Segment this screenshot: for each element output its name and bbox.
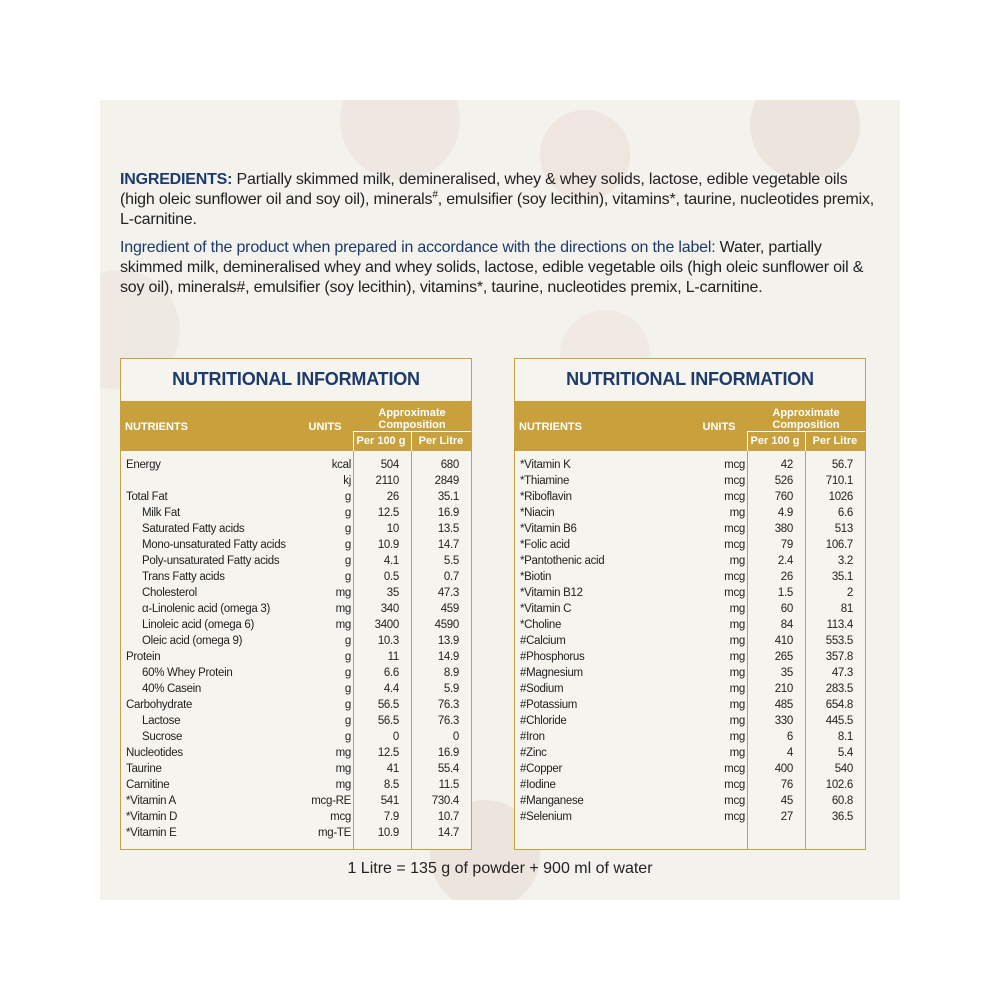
header-perlitre: Per Litre xyxy=(812,435,858,447)
perlitre-cell: 513 xyxy=(834,523,853,535)
unit-cell: mcg xyxy=(724,523,745,535)
perlitre-cell: 81 xyxy=(840,603,853,615)
per100-cell: 41 xyxy=(386,763,399,775)
table-row xyxy=(515,601,865,617)
perlitre-cell: 35.1 xyxy=(437,491,459,503)
per100-cell: 526 xyxy=(774,475,793,487)
per100-cell: 4.1 xyxy=(383,555,399,567)
per100-cell: 35 xyxy=(386,587,399,599)
unit-cell: g xyxy=(344,555,351,567)
perlitre-cell: 8.1 xyxy=(837,731,853,743)
perlitre-cell: 4590 xyxy=(434,619,459,631)
table-rows xyxy=(121,457,471,841)
unit-cell: g xyxy=(344,651,351,663)
table-row xyxy=(121,729,471,745)
perlitre-cell: 76.3 xyxy=(437,715,459,727)
perlitre-cell: 76.3 xyxy=(437,699,459,711)
unit-cell: mg xyxy=(729,507,745,519)
unit-cell: g xyxy=(344,715,351,727)
table-row xyxy=(121,457,471,473)
nutrient-name: *Niacin xyxy=(520,507,555,519)
per100-cell: 56.5 xyxy=(377,699,399,711)
table-title: NUTRITIONAL INFORMATION xyxy=(566,369,814,389)
per100-cell: 45 xyxy=(780,795,793,807)
nutrient-name: Milk Fat xyxy=(142,507,180,519)
header-perlitre: Per Litre xyxy=(418,435,464,447)
prepared-text: Water, partially skimmed milk, demineralised whey and whey solids, lactose, edible vegetable oils (high oleic sunflower oil & soy oil), minerals#, emulsifier (soy lecithin), vitamins*, taurine, nucleotides premix, L-carnitine. xyxy=(120,239,864,296)
per100-cell: 4.9 xyxy=(777,507,793,519)
nutrient-name: Lactose xyxy=(142,715,181,727)
perlitre-cell: 5.9 xyxy=(443,683,459,695)
nutrition-table-right xyxy=(514,358,866,850)
nutrient-name: #Calcium xyxy=(520,635,566,647)
table-row xyxy=(515,617,865,633)
table-row xyxy=(515,521,865,537)
per100-cell: 380 xyxy=(774,523,793,535)
ingredients-label: INGREDIENTS: xyxy=(120,171,233,188)
perlitre-cell: 5.4 xyxy=(837,747,853,759)
nutrition-table-left xyxy=(120,358,472,850)
per100-cell: 3400 xyxy=(374,619,399,631)
per100-cell: 56.5 xyxy=(377,715,399,727)
label-panel xyxy=(100,100,900,900)
per100-cell: 485 xyxy=(774,699,793,711)
header-nutrients: NUTRIENTS xyxy=(125,421,188,433)
ingredients-text-b: , emulsifier (soy lecithin), vitamins*, taurine, nucleotides premix, L-carnitine. xyxy=(120,191,875,228)
unit-cell: mg xyxy=(729,699,745,711)
header-units: UNITS xyxy=(702,421,736,433)
table-header xyxy=(121,401,471,451)
table-row xyxy=(515,633,865,649)
perlitre-cell: 3.2 xyxy=(837,555,853,567)
perlitre-cell: 16.9 xyxy=(437,507,459,519)
nutrient-name: Carnitine xyxy=(126,779,170,791)
header-divider xyxy=(747,431,865,432)
perlitre-cell: 553.5 xyxy=(825,635,853,647)
per100-cell: 12.5 xyxy=(377,507,399,519)
nutrient-name: Trans Fatty acids xyxy=(142,571,225,583)
header-nutrients: NUTRIENTS xyxy=(519,421,582,433)
perlitre-cell: 47.3 xyxy=(437,587,459,599)
unit-cell: mg xyxy=(335,619,351,631)
per100-cell: 410 xyxy=(774,635,793,647)
unit-cell: mg xyxy=(729,651,745,663)
header-approx: Approximate Composition xyxy=(772,407,840,431)
nutrient-name: Sucrose xyxy=(142,731,183,743)
per100-cell: 6.6 xyxy=(383,667,399,679)
perlitre-cell: 35.1 xyxy=(831,571,853,583)
perlitre-cell: 283.5 xyxy=(825,683,853,695)
perlitre-cell: 106.7 xyxy=(825,539,853,551)
unit-cell: mg-TE xyxy=(317,827,351,839)
nutrient-name: α-Linolenic acid (omega 3) xyxy=(142,603,270,615)
bg-dot xyxy=(340,100,460,180)
per100-cell: 210 xyxy=(774,683,793,695)
table-row xyxy=(515,457,865,473)
perlitre-cell: 710.1 xyxy=(825,475,853,487)
per100-cell: 76 xyxy=(780,779,793,791)
unit-cell: mg xyxy=(729,603,745,615)
table-row xyxy=(515,793,865,809)
table-row xyxy=(121,617,471,633)
perlitre-cell: 0 xyxy=(452,731,459,743)
unit-cell: mcg xyxy=(724,539,745,551)
nutrient-name: #Manganese xyxy=(520,795,584,807)
perlitre-cell: 60.8 xyxy=(831,795,853,807)
table-row xyxy=(121,489,471,505)
perlitre-cell: 47.3 xyxy=(831,667,853,679)
nutrient-name: *Vitamin E xyxy=(126,827,177,839)
per100-cell: 12.5 xyxy=(377,747,399,759)
nutrient-name: #Iron xyxy=(520,731,545,743)
ingredients-paragraph xyxy=(120,170,880,230)
perlitre-cell: 36.5 xyxy=(831,811,853,823)
perlitre-cell: 445.5 xyxy=(825,715,853,727)
nutrient-name: Carbohydrate xyxy=(126,699,193,711)
table-row xyxy=(121,745,471,761)
header-approx: Approximate Composition xyxy=(378,407,446,431)
nutrient-name: *Riboflavin xyxy=(520,491,572,503)
perlitre-cell: 6.6 xyxy=(837,507,853,519)
table-row xyxy=(121,665,471,681)
nutrient-name: *Vitamin B6 xyxy=(520,523,577,535)
unit-cell: g xyxy=(344,635,351,647)
unit-cell: g xyxy=(344,507,351,519)
nutrient-name: 60% Whey Protein xyxy=(142,667,233,679)
prepared-label: Ingredient of the product when prepared in accordance with the directions on the label: xyxy=(120,239,716,256)
unit-cell: mcg xyxy=(724,811,745,823)
unit-cell: mcg xyxy=(330,811,351,823)
nutrient-name: *Vitamin C xyxy=(520,603,572,615)
nutrient-name: #Iodine xyxy=(520,779,556,791)
table-row xyxy=(121,633,471,649)
unit-cell: g xyxy=(344,539,351,551)
unit-cell: mg xyxy=(335,747,351,759)
nutrient-name: #Zinc xyxy=(520,747,547,759)
per100-cell: 42 xyxy=(780,459,793,471)
table-title: NUTRITIONAL INFORMATION xyxy=(172,369,420,389)
unit-cell: mcg-RE xyxy=(311,795,351,807)
perlitre-cell: 56.7 xyxy=(831,459,853,471)
per100-cell: 265 xyxy=(774,651,793,663)
nutrient-name: *Thiamine xyxy=(520,475,570,487)
ingredients-sup: # xyxy=(432,189,438,201)
per100-cell: 504 xyxy=(380,459,399,471)
perlitre-cell: 1026 xyxy=(828,491,853,503)
perlitre-cell: 654.8 xyxy=(825,699,853,711)
footer-note: 1 Litre = 135 g of powder + 900 ml of water xyxy=(347,860,653,877)
unit-cell: mcg xyxy=(724,459,745,471)
table-row xyxy=(121,697,471,713)
nutrient-name: Cholesterol xyxy=(142,587,197,599)
nutrient-name: Poly-unsaturated Fatty acids xyxy=(142,555,280,567)
per100-cell: 400 xyxy=(774,763,793,775)
nutrient-name: *Choline xyxy=(520,619,562,631)
perlitre-cell: 2 xyxy=(846,587,853,599)
per100-cell: 60 xyxy=(780,603,793,615)
header-divider xyxy=(411,431,412,451)
per100-cell: 2.4 xyxy=(777,555,793,567)
unit-cell: mg xyxy=(729,667,745,679)
per100-cell: 10.3 xyxy=(377,635,399,647)
unit-cell: g xyxy=(344,491,351,503)
perlitre-cell: 10.7 xyxy=(437,811,459,823)
table-row xyxy=(121,553,471,569)
per100-cell: 1.5 xyxy=(777,587,793,599)
perlitre-cell: 730.4 xyxy=(431,795,459,807)
unit-cell: mcg xyxy=(724,475,745,487)
per100-cell: 7.9 xyxy=(383,811,399,823)
nutrient-name: Saturated Fatty acids xyxy=(142,523,245,535)
table-row xyxy=(515,761,865,777)
perlitre-cell: 8.9 xyxy=(443,667,459,679)
unit-cell: mcg xyxy=(724,763,745,775)
table-row xyxy=(121,761,471,777)
table-row xyxy=(515,537,865,553)
nutrient-name: *Vitamin D xyxy=(126,811,178,823)
perlitre-cell: 13.9 xyxy=(437,635,459,647)
nutrient-name: Nucleotides xyxy=(126,747,183,759)
table-row xyxy=(121,825,471,841)
ingredients-text-a: Partially skimmed milk, demineralised, whey & whey solids, lactose, edible vegetable oils (high oleic sunflower oil and soy oil), minerals xyxy=(120,171,848,208)
unit-cell: g xyxy=(344,699,351,711)
table-row xyxy=(121,505,471,521)
table-row xyxy=(121,713,471,729)
nutrient-name: Oleic acid (omega 9) xyxy=(142,635,243,647)
table-row xyxy=(515,569,865,585)
perlitre-cell: 16.9 xyxy=(437,747,459,759)
table-row xyxy=(121,809,471,825)
perlitre-cell: 2849 xyxy=(434,475,459,487)
nutrient-name: 40% Casein xyxy=(142,683,202,695)
perlitre-cell: 113.4 xyxy=(826,619,853,631)
per100-cell: 26 xyxy=(386,491,399,503)
nutrient-name: #Phosphorus xyxy=(520,651,585,663)
nutrient-name: #Copper xyxy=(520,763,563,775)
table-row xyxy=(515,697,865,713)
nutrient-name: Protein xyxy=(126,651,161,663)
table-row xyxy=(121,473,471,489)
perlitre-cell: 14.7 xyxy=(437,827,459,839)
per100-cell: 26 xyxy=(780,571,793,583)
per100-cell: 35 xyxy=(780,667,793,679)
table-row xyxy=(515,665,865,681)
table-row xyxy=(515,745,865,761)
nutrient-name: Energy xyxy=(126,459,161,471)
per100-cell: 10.9 xyxy=(377,827,399,839)
perlitre-cell: 680 xyxy=(440,459,459,471)
unit-cell: mcg xyxy=(724,587,745,599)
table-row xyxy=(121,601,471,617)
nutrient-name: Mono-unsaturated Fatty acids xyxy=(142,539,286,551)
perlitre-cell: 459 xyxy=(440,603,459,615)
perlitre-cell: 357.8 xyxy=(825,651,853,663)
per100-cell: 27 xyxy=(780,811,793,823)
perlitre-cell: 11.5 xyxy=(438,779,459,791)
per100-cell: 10.9 xyxy=(377,539,399,551)
per100-cell: 10 xyxy=(386,523,399,535)
table-row xyxy=(121,777,471,793)
unit-cell: g xyxy=(344,571,351,583)
unit-cell: mg xyxy=(729,731,745,743)
nutrient-name: *Folic acid xyxy=(520,539,570,551)
unit-cell: g xyxy=(344,523,351,535)
unit-cell: mg xyxy=(729,555,745,567)
unit-cell: kj xyxy=(343,475,351,487)
unit-cell: g xyxy=(344,667,351,679)
per100-cell: 541 xyxy=(380,795,399,807)
table-row xyxy=(121,649,471,665)
nutrient-name: #Potassium xyxy=(520,699,578,711)
nutrient-name: #Selenium xyxy=(520,811,572,823)
per100-cell: 6 xyxy=(786,731,793,743)
per100-cell: 8.5 xyxy=(383,779,399,791)
unit-cell: kcal xyxy=(331,459,351,471)
table-row xyxy=(515,489,865,505)
per100-cell: 330 xyxy=(774,715,793,727)
unit-cell: mg xyxy=(729,747,745,759)
nutrient-name: #Sodium xyxy=(520,683,564,695)
unit-cell: mg xyxy=(729,683,745,695)
nutrient-name: #Magnesium xyxy=(520,667,583,679)
nutrient-name: Taurine xyxy=(126,763,162,775)
table-row xyxy=(121,793,471,809)
per100-cell: 0 xyxy=(392,731,399,743)
unit-cell: mcg xyxy=(724,795,745,807)
unit-cell: mcg xyxy=(724,779,745,791)
per100-cell: 11 xyxy=(387,651,399,663)
perlitre-cell: 5.5 xyxy=(443,555,459,567)
nutrient-name: #Chloride xyxy=(520,715,567,727)
nutrient-name: *Vitamin B12 xyxy=(520,587,583,599)
perlitre-cell: 102.6 xyxy=(825,779,853,791)
unit-cell: mg xyxy=(335,763,351,775)
unit-cell: mcg xyxy=(724,571,745,583)
unit-cell: g xyxy=(344,683,351,695)
nutrient-name: Linoleic acid (omega 6) xyxy=(142,619,254,631)
unit-cell: mg xyxy=(729,715,745,727)
per100-cell: 79 xyxy=(780,539,793,551)
per100-cell: 760 xyxy=(774,491,793,503)
bg-dot xyxy=(750,100,860,180)
table-row xyxy=(515,681,865,697)
table-row xyxy=(515,649,865,665)
perlitre-cell: 13.5 xyxy=(437,523,459,535)
table-row xyxy=(515,809,865,825)
header-divider xyxy=(353,431,471,432)
perlitre-cell: 0.7 xyxy=(443,571,459,583)
table-row xyxy=(515,777,865,793)
table-row xyxy=(515,713,865,729)
per100-cell: 84 xyxy=(780,619,793,631)
unit-cell: mg xyxy=(729,635,745,647)
per100-cell: 340 xyxy=(380,603,399,615)
table-row xyxy=(515,473,865,489)
table-row xyxy=(121,681,471,697)
per100-cell: 4.4 xyxy=(383,683,399,695)
unit-cell: mcg xyxy=(724,491,745,503)
per100-cell: 0.5 xyxy=(383,571,399,583)
table-header xyxy=(515,401,865,451)
nutrient-name: *Biotin xyxy=(520,571,552,583)
nutrient-name: *Vitamin K xyxy=(520,459,571,471)
table-row xyxy=(121,537,471,553)
header-divider xyxy=(805,431,806,451)
table-row xyxy=(515,505,865,521)
header-per100: Per 100 g xyxy=(356,435,406,447)
header-per100: Per 100 g xyxy=(750,435,800,447)
per100-cell: 4 xyxy=(786,747,793,759)
nutrient-name: Total Fat xyxy=(126,491,168,503)
nutrient-name: *Vitamin A xyxy=(126,795,176,807)
perlitre-cell: 55.4 xyxy=(437,763,459,775)
table-row xyxy=(121,521,471,537)
unit-cell: g xyxy=(344,731,351,743)
perlitre-cell: 540 xyxy=(834,763,853,775)
perlitre-cell: 14.7 xyxy=(437,539,459,551)
table-row xyxy=(515,729,865,745)
prepared-paragraph xyxy=(120,238,880,298)
per100-cell: 2110 xyxy=(375,475,399,487)
unit-cell: mg xyxy=(335,603,351,615)
unit-cell: mg xyxy=(335,587,351,599)
unit-cell: mg xyxy=(729,619,745,631)
table-rows xyxy=(515,457,865,825)
unit-cell: mg xyxy=(335,779,351,791)
table-row xyxy=(121,585,471,601)
perlitre-cell: 14.9 xyxy=(437,651,459,663)
table-row xyxy=(121,569,471,585)
table-row xyxy=(515,585,865,601)
table-row xyxy=(515,553,865,569)
header-units: UNITS xyxy=(308,421,342,433)
nutrient-name: *Pantothenic acid xyxy=(520,555,605,567)
